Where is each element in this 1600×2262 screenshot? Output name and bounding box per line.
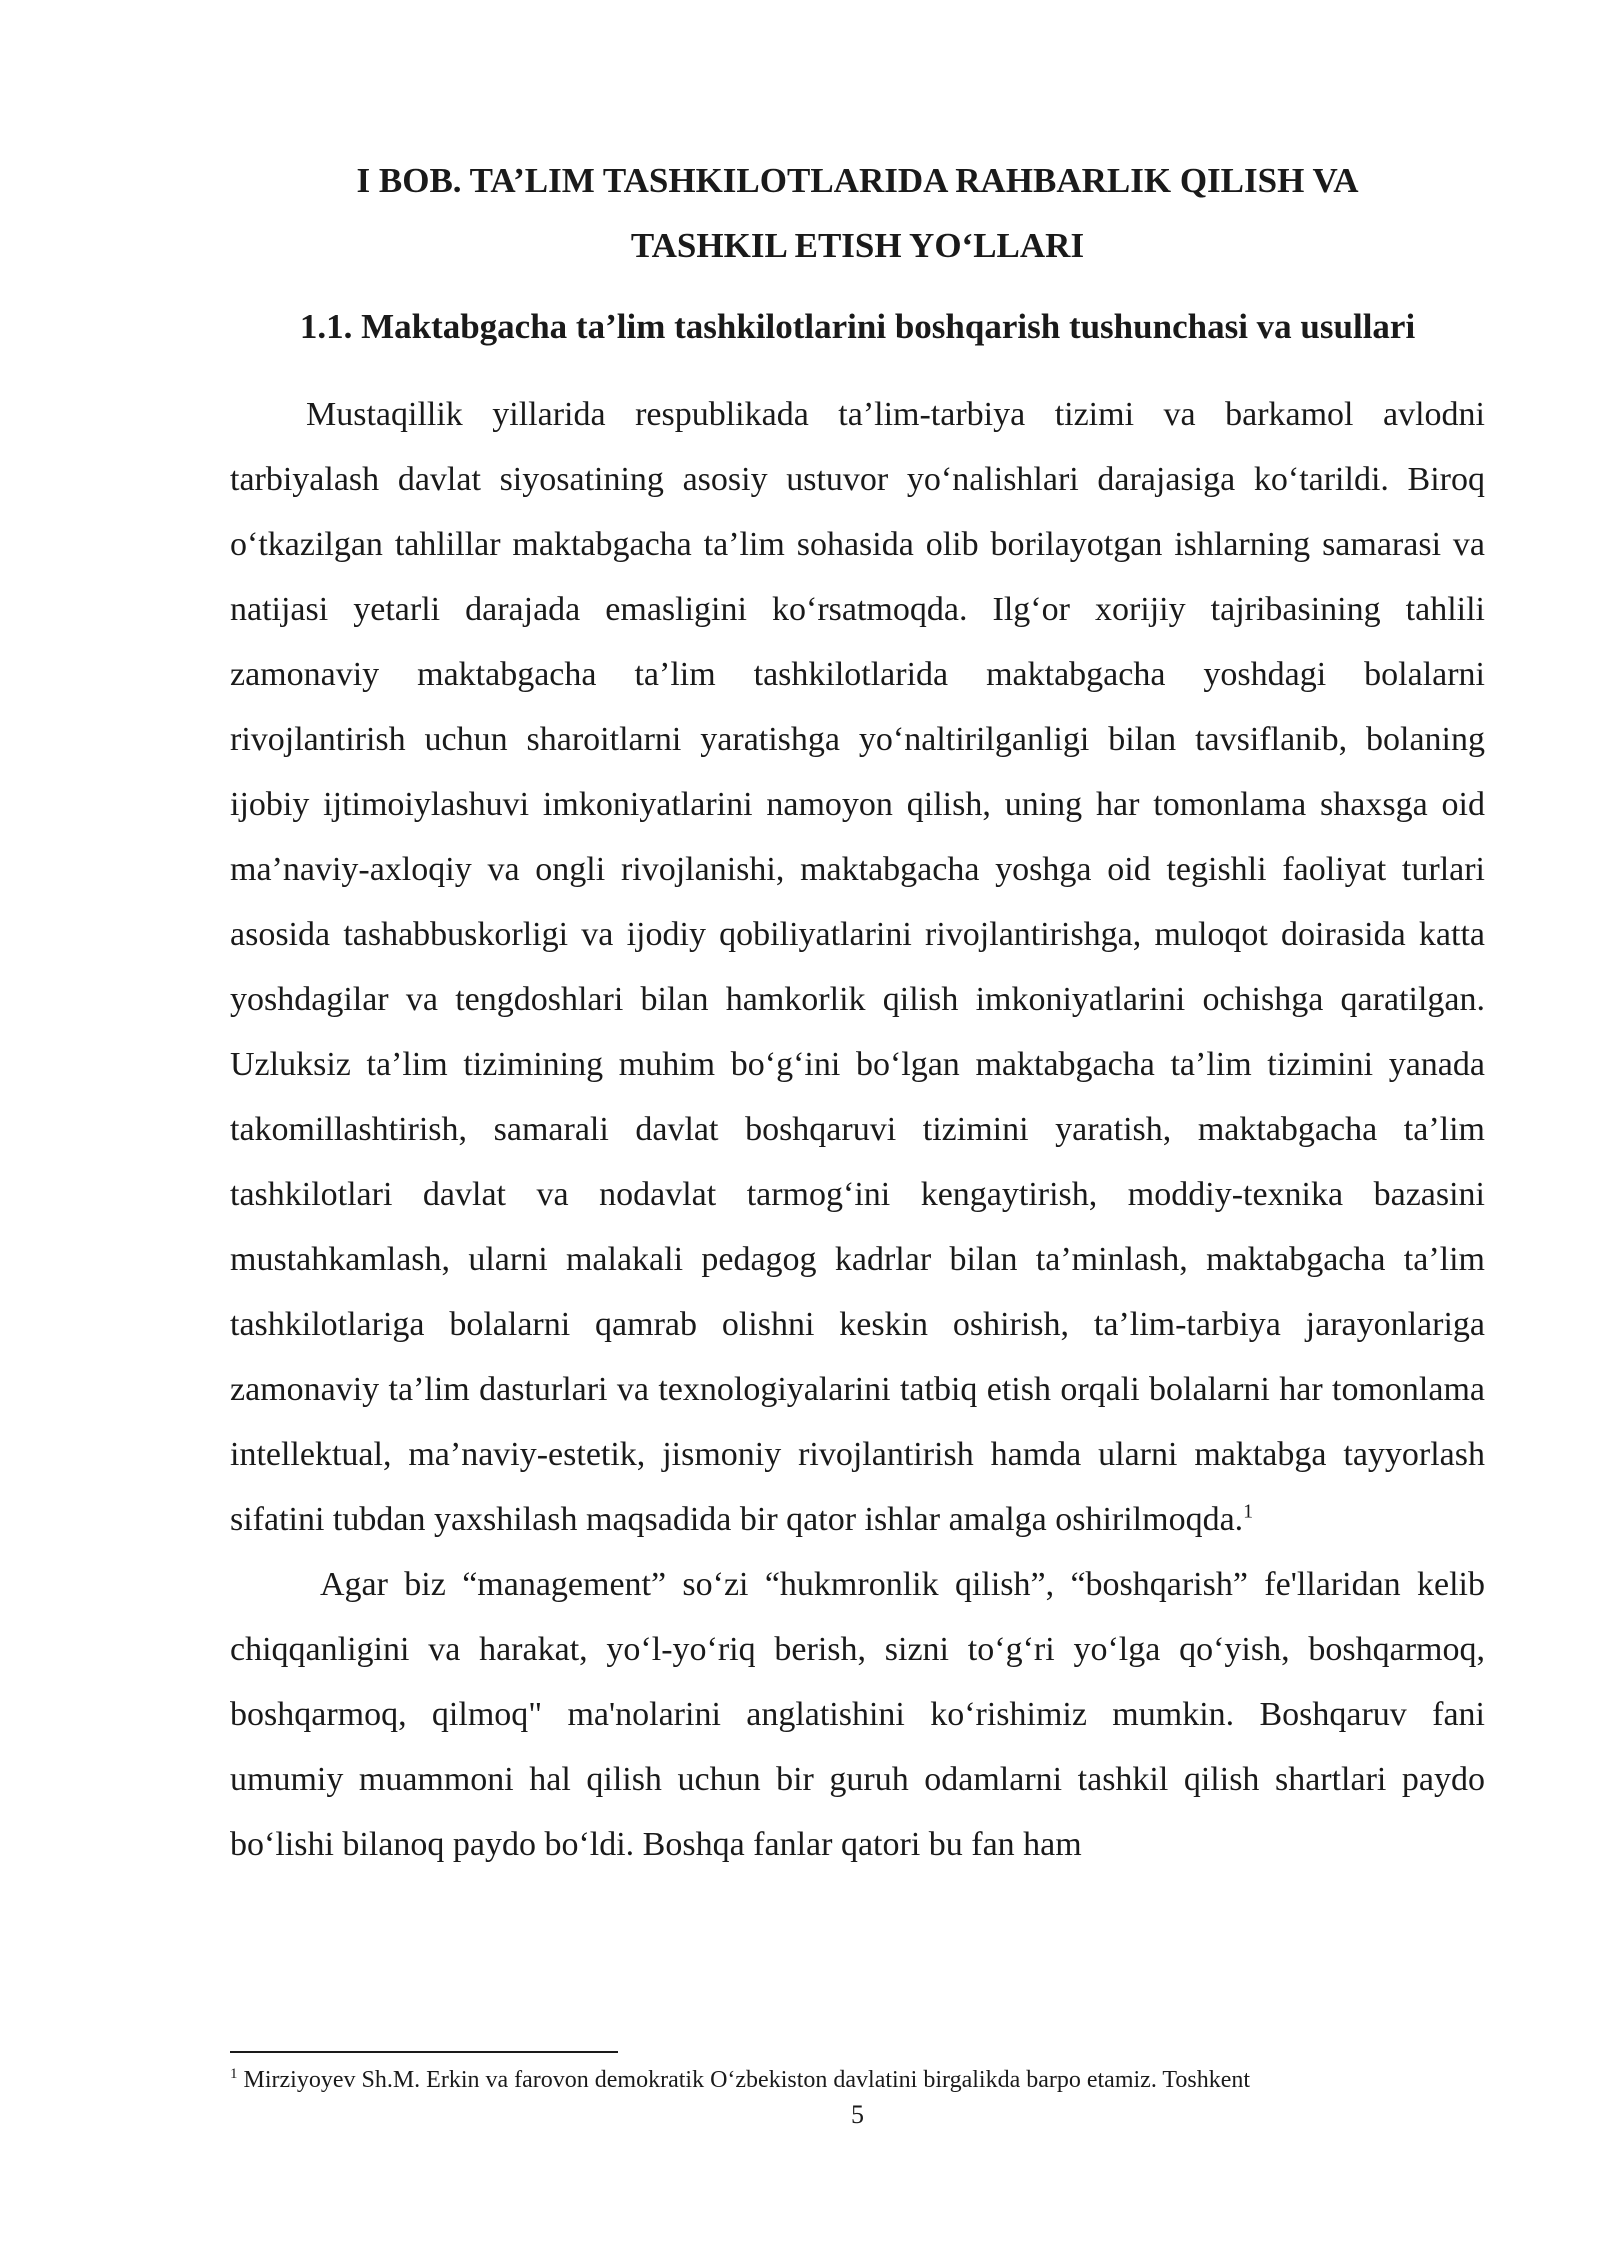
footnote-text: Mirziyoyev Sh.M. Erkin va farovon demokratik O‘zbekiston davlatini birgalikda barpo etamiz. Toshkent [237,2067,1251,2093]
section-title: 1.1. Maktabgacha ta’lim tashkilotlarini boshqarish tushunchasi va usullari [299,307,1416,346]
paragraph-2-text: Agar biz “management” so‘zi “hukmronlik qilish”, “boshqarish” fe'llaridan kelib chiqqanligini va harakat, yo‘l-yo‘riq berish, sizni to‘g‘ri yo‘lga qo‘yish, boshqarmoq, boshqarmoq, qilmoq" ma'nolarini anglatishini ko‘rishimiz mumkin. Boshqaruv fani umumiy muammoni hal qilish uchun bir guruh odamlarni tashkil qilish shartlari paydo bo‘lishi bilanoq paydo bo‘ldi. Boshqa fanlar qatori bu fan ham [230,1566,1485,1863]
footnote [230,2064,1485,2096]
chapter-title-line2: TASHKIL ETISH YO‘LLARI [630,226,1085,265]
body-text [230,382,1485,1877]
document-page [230,0,1485,2262]
footnote-divider [230,2051,618,2053]
chapter-title [230,148,1485,278]
footnote-mark: 1 [230,2066,238,2082]
paragraph-1-text: Mustaqillik yillarida respublikada ta’lim-tarbiya tizimi va barkamol avlodni tarbiyalash davlat siyosatining asosiy ustuvor yo‘nalishlari darajasiga ko‘tarildi. Biroq o‘tkazilgan tahlillar maktabgacha ta’lim sohasida olib borilayotgan ishlarning samarasi va natijasi yetarli darajada emasligini ko‘rsatmoqda. Ilg‘or xorijiy tajribasining tahlili zamonaviy maktabgacha ta’lim tashkilotlarida maktabgacha yoshdagi bolalarni rivojlantirish uchun sharoitlarni yaratishga yo‘naltirilganligi bilan tavsiflanib, bolaning ijobiy ijtimoiylashuvi imkoniyatlarini namoyon qilish, uning har tomonlama shaxsga oid ma’naviy-axloqiy va ongli rivojlanishi, maktabgacha yoshga oid tegishli faoliyat turlari asosida tashabbuskorligi va ijodiy qobiliyatlarini rivojlantirishga, muloqot doirasida katta yoshdagilar va tengdoshlari bilan hamkorlik qilish imkoniyatlarini ochishga qaratilgan. Uzluksiz ta’lim tizimining muhim bo‘g‘ini bo‘lgan maktabgacha ta’lim tizimini yanada takomillashtirish, samarali davlat boshqaruvi tizimini yaratish, maktabgacha ta’lim tashkilotlari davlat va nodavlat tarmog‘ini kengaytirish, moddiy-texnika bazasini mustahkamlash, ularni malakali pedagog kadrlar bilan ta’minlash, maktabgacha ta’lim tashkilotlariga bolalarni qamrab olishni keskin oshirish, ta’lim-tarbiya jarayonlariga zamonaviy ta’lim dasturlari va texnologiyalarini tatbiq etish orqali bolalarni har tomonlama intellektual, ma’naviy-estetik, jismoniy rivojlantirish hamda ularni maktabga tayyorlash sifatini tubdan yaxshilash maqsadida bir qator ishlar amalga oshirilmoqda. [230,396,1485,1538]
page-number: 5 [851,2100,864,2129]
paragraph-1 [230,382,1485,1552]
paragraph-2 [230,1552,1485,1877]
chapter-title-line1: I BOB. TA’LIM TASHKILOTLARIDA RAHBARLIK QILISH VA [356,161,1359,200]
footnote-reference[interactable]: 1 [1243,1500,1254,1523]
